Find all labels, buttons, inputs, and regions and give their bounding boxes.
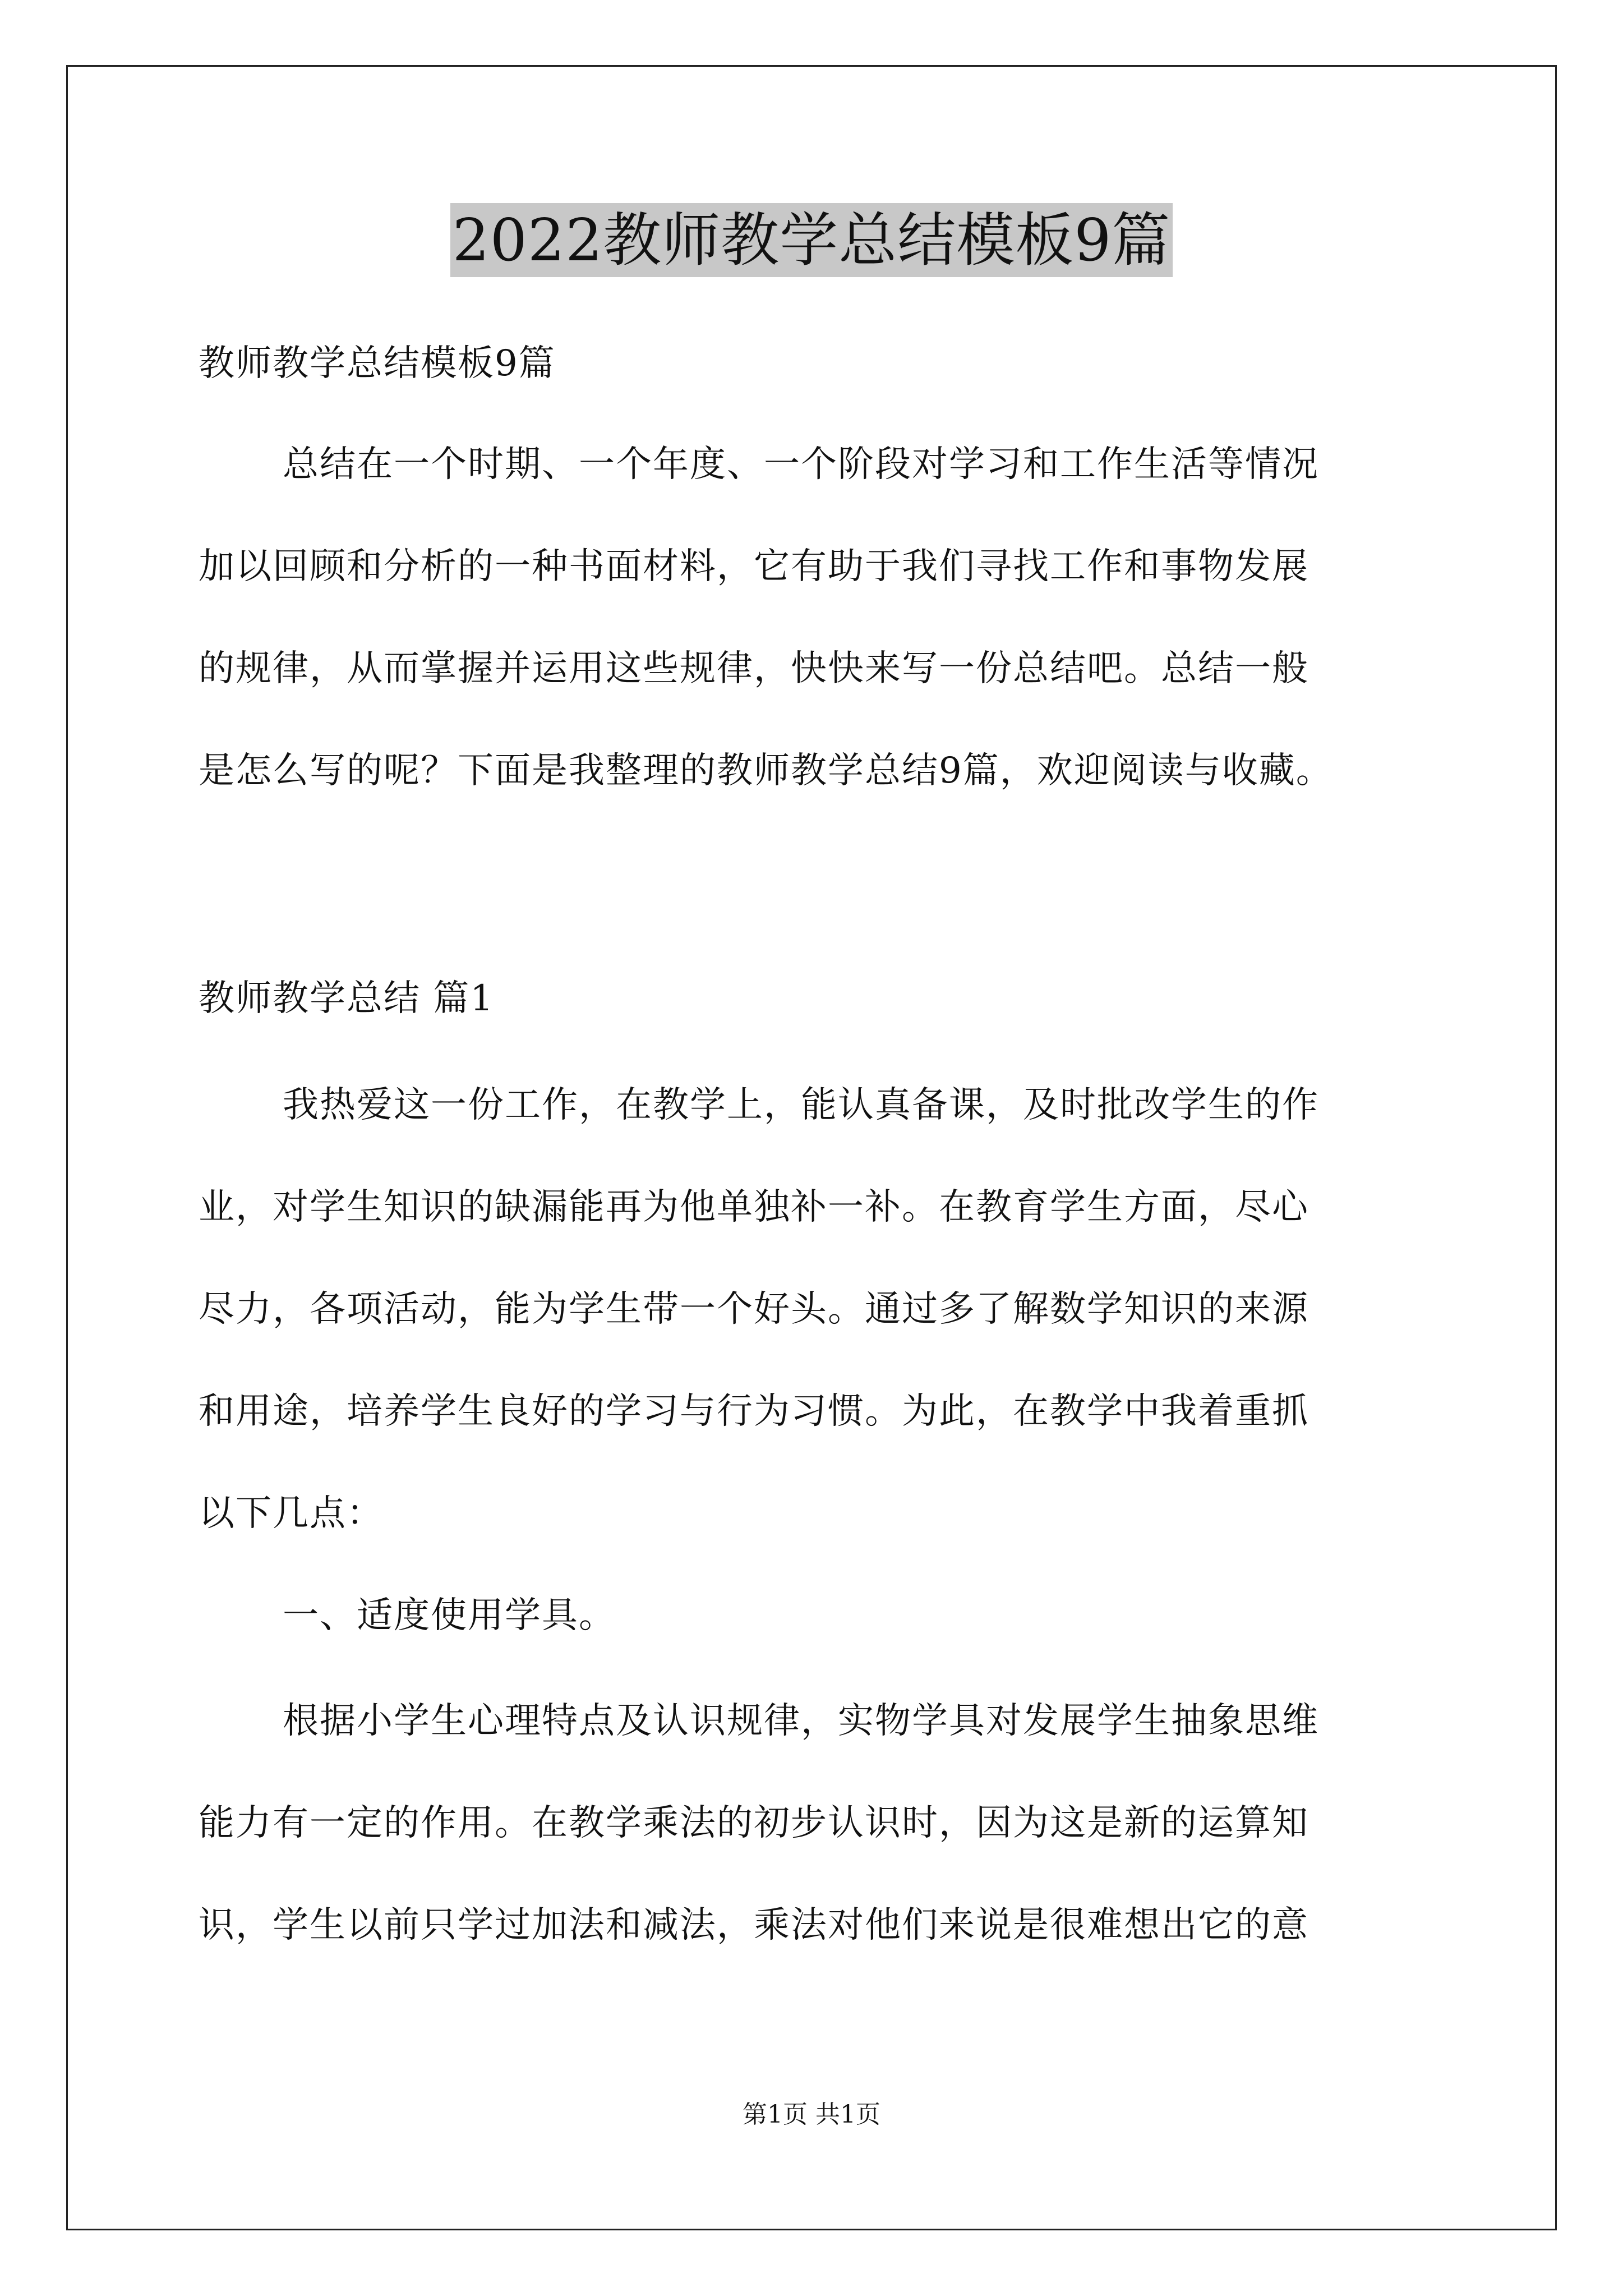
section1-para1-line-5: 以下几点： (199, 1493, 384, 1534)
document-title-container (0, 203, 1623, 277)
section-heading: 教师教学总结 篇1 (199, 978, 495, 1019)
section1-para1-line-2: 业，对学生知识的缺漏能再为他单独补一补。在教育学生方面，尽心 (199, 1186, 1309, 1228)
point-1: 一、适度使用学具。 (283, 1595, 616, 1636)
section1-para1-line-4: 和用途，培养学生良好的学习与行为习惯。为此，在教学中我着重抓 (199, 1391, 1309, 1432)
intro-line-4: 是怎么写的呢？下面是我整理的教师教学总结9篇，欢迎阅读与收藏。 (199, 750, 1333, 792)
document-subtitle: 教师教学总结模板9篇 (199, 343, 556, 384)
intro-line-3: 的规律，从而掌握并运用这些规律，快快来写一份总结吧。总结一般 (199, 648, 1309, 689)
page-footer: 第1页 共1页 (743, 2100, 880, 2129)
section1-para1-line-3: 尽力，各项活动，能为学生带一个好头。通过多了解数学知识的来源 (199, 1289, 1309, 1330)
section1-para2-line-3: 识，学生以前只学过加法和减法，乘法对他们来说是很难想出它的意 (199, 1904, 1309, 1946)
section1-para2-line-1: 根据小学生心理特点及认识规律，实物学具对发展学生抽象思维 (283, 1700, 1319, 1742)
section1-para1-line-1: 我热爱这一份工作，在教学上，能认真备课，及时批改学生的作 (283, 1084, 1319, 1126)
intro-line-2: 加以回顾和分析的一种书面材料，它有助于我们寻找工作和事物发展 (199, 546, 1309, 587)
section1-para2-line-2: 能力有一定的作用。在教学乘法的初步认识时，因为这是新的运算知 (199, 1802, 1309, 1844)
document-title: 2022教师教学总结模板9篇 (450, 203, 1173, 277)
intro-line-1: 总结在一个时期、一个年度、一个阶段对学习和工作生活等情况 (283, 444, 1319, 485)
